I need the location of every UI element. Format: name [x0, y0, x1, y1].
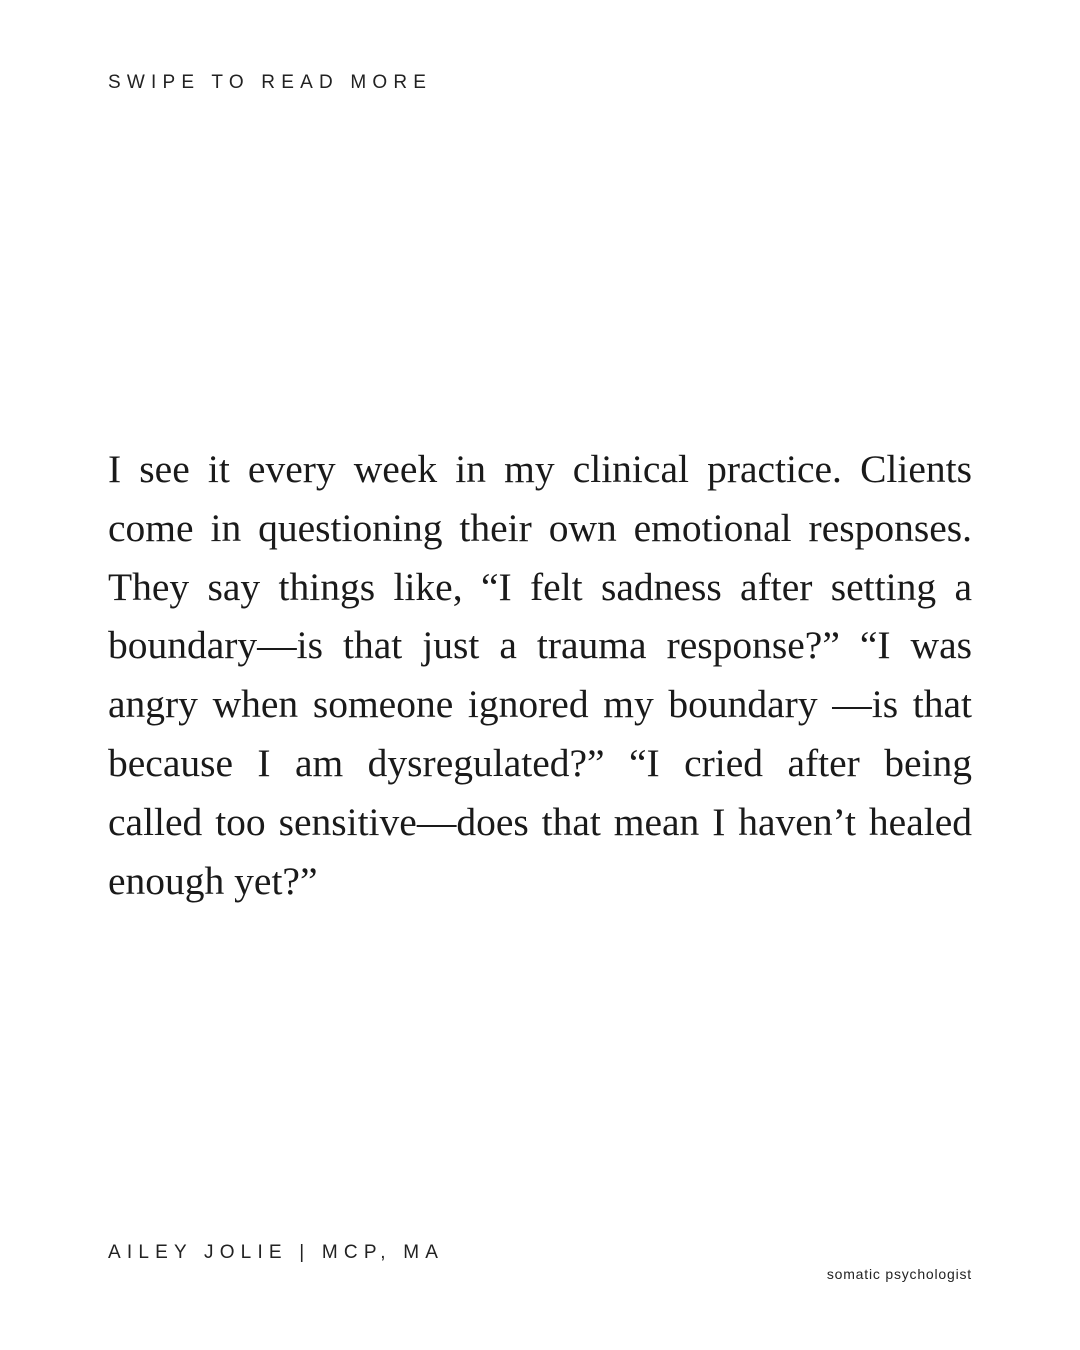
- author-title: somatic psychologist: [826, 1266, 972, 1282]
- main-paragraph: I see it every week in my clinical practice. Clients come in questioning their own emotional responses. They say things like, “I felt sadness after setting a boundary—is that just a trauma response?” “I was angry when someone ignored my boundary —is that because I am dysregulated?” “I cried after being called too sensitive—does that mean I haven’t healed enough yet?”: [108, 447, 972, 903]
- author-credentials: AILEY JOLIE | MCP, MA: [108, 1242, 445, 1263]
- swipe-to-read-more-label: SWIPE TO READ MORE: [108, 72, 433, 93]
